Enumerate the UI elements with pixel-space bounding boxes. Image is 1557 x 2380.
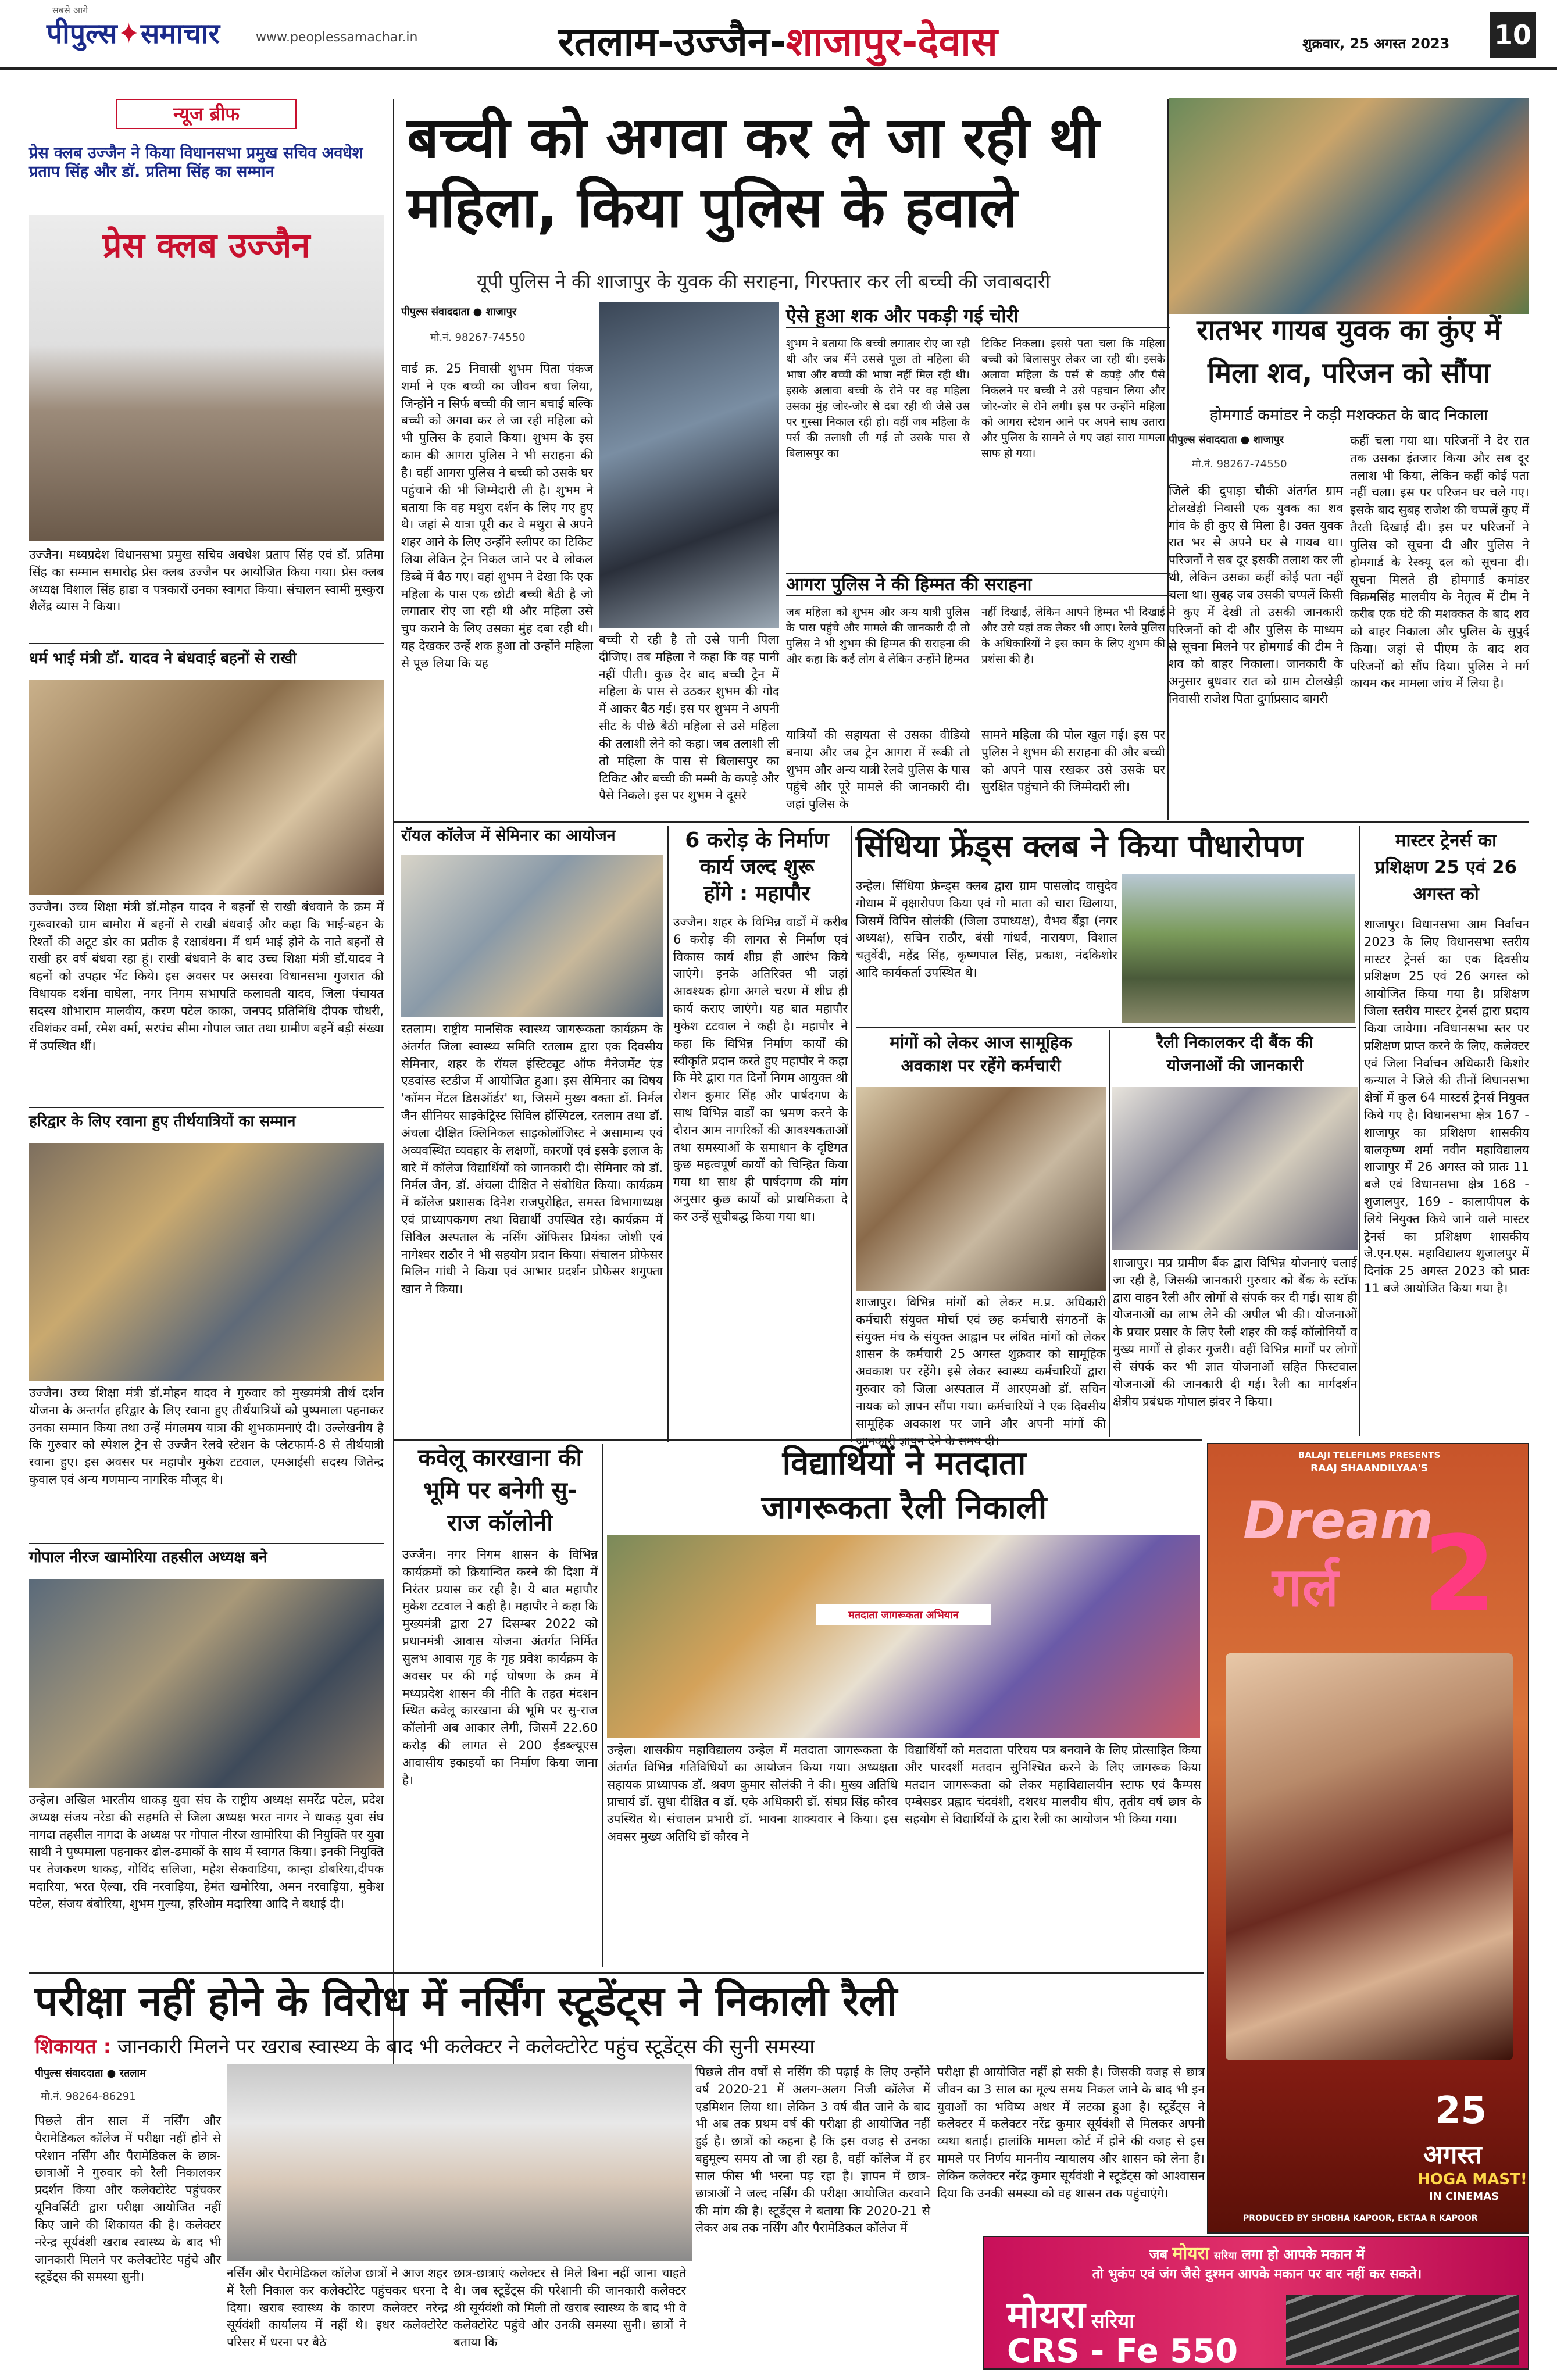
region-title bbox=[558, 13, 998, 67]
bank-rally-body: शाजापुर। मप्र ग्रामीण बैंक द्वारा विभिन्न योजनाएं चलाई जा रही है, जिसकी जानकारी गुरुवार को बैंक के स्टॉफ द्वारा वाहन रैली और लोगों से संपर्क कर दी गई। साथ ही योजनाओं का लाभ लेने की अपील भी की। योजनाओं के प्रचार प्रसार के लिए रैली शहर की कई कॉलोनियों व मुख्य मार्गों से होकर गुजरी। वहीं विभिन्न मार्गों पर लोगों से संपर्क कर भी ज्ञात योजनाओं सहित फिस्टवाल योजनाओं की जानकारी दी गई। रैली का मार्गदर्शन क्षेत्रीय प्रबंधक गोपाल झंवर ने किया। bbox=[1113, 1256, 1357, 1409]
steel-ad-brand bbox=[1007, 2288, 1134, 2339]
right-byline: पीपुल्स संवाददाता ● शाजापुर bbox=[1169, 434, 1284, 446]
student-photo-banner: मतदाता जागरूकता अभियान bbox=[816, 1604, 991, 1625]
maang-body: शाजापुर। विभिन्न मांगों को लेकर म.प्र. अधिकारी कर्मचारी संयुक्त मोर्चा एवं छह कर्मचारी संगठनों के संयुक्त मंच के संयुक्त आह्वान पर लंबित मांगों को लेकर शासन के कर्मचारी 25 अगस्त शुक्रवार को सामूहिक अवकाश पर रहेंगे। इसे लेकर स्वास्थ्य कर्मचारियों द्वारा गुरुवार को जिला अस्पताल में आरएमओ डॉ. सचिन नायक को ज्ञापन सौंपा गया। कर्मचारियों ने एक दिवसीय सामूहिक अवकाश पर जाने और अपनी मांगों की bbox=[856, 1295, 1106, 1431]
steel-ad-line1-d: लगा हो आपके मकान में bbox=[1241, 2246, 1365, 2263]
brief4-photo bbox=[29, 1579, 384, 1788]
film-date-number: 25 bbox=[1435, 2089, 1487, 2132]
kavelu-headline-3: राज कॉलोनी bbox=[447, 1510, 553, 1536]
brief2-headline: धर्म भाई मंत्री डॉ. यादव ने बंधवाई बहनों से राखी bbox=[29, 650, 297, 667]
brief4-body: उन्हेल। अखिल भारतीय धाकड़ युवा संघ के राष्ट्रीय अध्यक्ष समरेंद्र पटेल, प्रदेश अध्यक्ष संजय नरेडा की सहमति से जिला अध्यक्ष भरत नागर ने धाकड़ युवा संघ नागदा तहसील नागदा के अध्यक्ष पर गोपाल नीरज खामोरिया की नियुक्ति पर युवा साथी ने पुष्पमाला पहनाकर ढोल-ढमाकों के साथ में स्वागत किया। इनकी नियुक्ति पर तेजकरण धाकड़, गोविंद सलिजा, महेश सेकवाडिया, कान्हा डोबरिया,दीपक मदारिया, भरत ऐल्या, रवि नरवाड़िया, हेमंत खमोरिया, अमन नरवाड़िया, मुकेश पटेल, संजय बंबोरिया, शुभम गुल्या, हरिओम मदारिया आदि ने बधाई दी। bbox=[29, 1793, 384, 1911]
divider bbox=[29, 1543, 384, 1544]
six-crore-headline-1: 6 करोड़ के निर्माण bbox=[685, 828, 829, 852]
brief1-photo-banner: प्रेस क्लब उज्जैन bbox=[102, 226, 310, 265]
masthead bbox=[0, 0, 1557, 70]
scindia-body: उन्हेल। सिंधिया फ्रेन्ड्स क्लब द्वारा ग्राम पासलोद वासुदेव गोधाम में वृक्षारोपण किया एवं गो माता को चारा खिलाया, जिसमें विपिन सोलंकी (जिला उपाध्यक्ष), वैभव बैंड्रा (नगर अध्यक्ष), सचिन राठौर, बंसी गांधर्व, नारायण, विशाल चतुर्वेदी, महेंद्र सिंह, कृष्णपाल सिंह, प्रकाश, नंदकिशोर आदि कार्यकर्ता उपस्थित थे। bbox=[856, 879, 1117, 980]
issue-date: शुक्रवार, 25 अगस्त 2023 bbox=[1302, 35, 1450, 52]
box1-col2: टिकिट निकला। इससे पता चला कि महिला बच्ची को बिलासपुर लेकर जा रही थी। इसके अलावा महिला के पर्स से कपड़े और पैसे निकलने पर बच्ची ने उसे पहचान लिया और जोर-जोर से रोने लगी। इस पर उन्होंने महिला को आगरा स्टेशन आने पर अपने साथ उतारा और पुलिस के सामने ले गए जहां सारा मामला साफ हो गया। bbox=[981, 337, 1165, 460]
masthead-tagline: सबसे आगे bbox=[52, 5, 88, 16]
master-trainer-headline-1: मास्टर ट्रेनर्स का bbox=[1395, 830, 1497, 851]
student-headline-1: विद्यार्थियों ने मतदाता bbox=[782, 1445, 1026, 1482]
film-house: RAAJ SHAANDILYAA'S bbox=[1310, 1463, 1428, 1474]
film-tagline-2: IN CINEMAS bbox=[1429, 2190, 1499, 2203]
nursing-col1: पिछले तीन साल में नर्सिंग और पैरामेडिकल कॉलेज में परीक्षा नहीं होने से परेशान नर्सिंग और पैरामेडिकल के छात्र-छात्राओं ने गुरुवार को रैली निकालकर प्रदर्शन किया और कलेक्टोरेट पहुंचकर यूनिवर्सिटी द्वारा परीक्षा आयोजित नहीं किए जाने की शिकायत की है। कलेक्टर नरेन्द्र सूर्यवंशी खराब स्वास्थ्य के बाद भी जानकारी मिलने पर कलेक्टोरेट पहुंचे और स्टूडेंट्स की समस्या सुनी। bbox=[35, 2114, 221, 2284]
nursing-subhead-text: जानकारी मिलने पर खराब स्वास्थ्य के बाद भी कलेक्टर ने कलेक्टोरेट पहुंच स्टूडेंट्स की सुनी समस्या bbox=[117, 2035, 815, 2059]
brief2-body: उज्जैन। उच्च शिक्षा मंत्री डॉ.मोहन यादव ने बहनों से राखी बंधवाने के क्रम में गुरूवारको ग्राम बामोरा में बहनों से राखी बंधवाई और कहा कि भाई-बहन के रिश्तों की अटूट डोर का प्रतीक है रक्षाबंधन। मैं धर्म भाई होने के नाते बहनों से राखी हर वर्ष बंधवा रहा हूं। राखी बंधवाने के बाद उच्च शिक्षा मंत्री डॉ.यादव ने बहनों को उपहार भेंट किये। इस अवसर पर असरवा विधानसभा गुजरात की विधायक दर्शना वाघेला, नगर निगम सभापति कलावती यादव, जिला पंचायत सदस्य शोभाराम मालवीय, करण पटेल काका, जनपद प्रतिनिधि दीपक चौधरी, रविशंकर वर्मा, रमेश वर्मा, सरपंच सीमा गोपाल जात तथा ग्रामीण बहनें बड़ी संख्या में उपस्थित थीं। bbox=[29, 900, 384, 1053]
row-divider bbox=[394, 1439, 1202, 1441]
brief1-headline: प्रेस क्लब उज्जैन ने किया विधानसभा प्रमुख सचिव अवधेश प्रताप सिंह और डॉ. प्रतिमा सिंह का सम्मान bbox=[29, 144, 363, 181]
main-headline-line2: महिला, किया पुलिस के हवाले bbox=[407, 175, 1017, 240]
main-col3: यात्रियों की सहायता से उसका वीडियो बनाया और जब ट्रेन आगरा में रूकी तो शुभम और अन्य यात्री रेलवे पुलिस के पास पहुंचे और पूरे मामले की जानकारी दी। जहां पुलिस के bbox=[786, 728, 970, 812]
bank-rally-headline-2: योजनाओं की जानकारी bbox=[1166, 1056, 1304, 1075]
row-divider bbox=[29, 1972, 1204, 1974]
master-trainer-body: शाजापुर। विधानसभा आम निर्वाचन 2023 के लिए विधानसभा स्तरीय मास्टर ट्रेनर्स का एक दिवसीय प्रशिक्षण 25 एवं 26 अगस्त को आयोजित किया गया है। प्रशिक्षण जिला स्तरीय मास्टर ट्रेनर्स द्वारा प्रदाय किया जायेगा। नविधानसभा स्तर पर प्रशिक्षण प्राप्त करने के लिए, कलेक्टर एवं जिला निर्वाचन अधिकारी किशोर कन्याल ने जिले की तीनों विधानसभा क्षेत्रों में कुल 64 मास्टर्स ट्रेनर्स नियुक्त किये गए है। विधानसभा क्षेत्र 167 - शाजापुर का प्रशिक्षण शासकीय बालकृष्ण शर्मा नवीन महाविद्यालय शाजापुर में 26 अगस्त को प्रातः 11 बजे एवं विधानसभा क्षेत्र 168 - शुजालपुर, 169 - कालापीपल के लिये नियुक्त किये जाने वाले मास्टर ट्रेनर्स का प्रशिक्षण शासकीय जे.एन.एस. महाविद्यालय शुजालपुर में दिनांक 25 अगस्त 2023 को प्रातः 11 बजे आयोजित किया गया है। bbox=[1364, 917, 1529, 1296]
main-mobile: मो.नं. 98267-74550 bbox=[430, 331, 526, 344]
bank-rally-photo bbox=[1112, 1087, 1358, 1250]
six-crore-body: उज्जैन। शहर के विभिन्न वार्डों में करीब 6 करोड़ की लागत से निर्माण एवं विकास कार्य शीघ्र ही आरंभ किये जाएंगे। इनके अतिरिक्त भी जहां आवश्यक होगा अगले चरण में शीघ्र ही कार्य कराए जाएंगे। यह बात महापौर मुकेश टटवाल ने कही है। महापौर ने कहा कि विभिन्न निर्माण कार्यों की स्वीकृति प्रदान करते हुए महापौर ने कहा कि मेरे द्वारा गत दिनों निगम आयुक्त श्री रोशन कुमार सिंह और पार्षदगण के साथ विभिन्न वार्डों का भ्रमण करने के दौरान आम नागरिकों की आवश्यकताओं तथा समस्याओं के समाधान के दृष्टिगत कुछ महत्वपूर्ण कार्यों को चिन्हित किया गया था साथ ही पार्षदगण की मांग अनुसार कुछ कार्यों को प्राथमिकता दे कर उन्हें सूचीबद्ध किया गया था। bbox=[673, 915, 848, 1224]
kavelu-body: उज्जैन। नगर निगम शासन के विभिन्न कार्यक्रमों को क्रियान्वित करने की दिशा में निरंतर प्रयास कर रही है। ये बात महापौर मुकेश टटवाल ने कही है। महापौर ने कहा कि मुख्यमंत्री द्वारा 27 दिसम्बर 2022 को प्रधानमंत्री आवास योजना अंतर्गत निर्मित सुलभ आवास गृह के गृह प्रवेश कार्यक्रम के अवसर पर की गई घोषणा के क्रम में मध्यप्रदेश शासन की नीति के तहत मंदशन स्थित कवेलू कारखाना की भूमि पर सु-राज कॉलोनी अब आकार लेगी, जिसमें 22.60 करोड़ की लागत से 200 ईडब्ल्यूएस आवासीय इकाइयों का निर्माण किया जाना है। bbox=[402, 1548, 598, 1787]
main-headline-line1: बच्ची को अगवा कर ले जा रही थी bbox=[407, 105, 1099, 170]
steel-ad-line1 bbox=[984, 2240, 1530, 2264]
nursing-headline: परीक्षा नहीं होने के विरोध में नर्सिंग स्टूडेंट्स ने निकाली रैली bbox=[35, 1977, 898, 2025]
film-title: Dream bbox=[1243, 1491, 1434, 1550]
box1-col1: शुभम ने बताया कि बच्ची लगातार रोए जा रही थी और जब मैंने उससे पूछा तो महिला की भाषा और बच्ची की भाषा नहीं मिल रही थी। इसके अलावा बच्ची के रोने पर वह महिला उसका मुंह जोर-जोर से दबा रही थी जैसे उस पर गुस्सा निकाल रही हो। वहीं जब महिला के पर्स की तलाशी ली गई तो उसके पास से बिलासपुर का bbox=[786, 337, 970, 460]
maang-headline-2: अवकाश पर रहेंगे कर्मचारी bbox=[901, 1056, 1061, 1075]
master-trainer-headline-2: प्रशिक्षण 25 एवं 26 bbox=[1374, 857, 1517, 878]
royal-headline: रॉयल कॉलेज में सेमिनार का आयोजन bbox=[401, 827, 616, 845]
main-byline: पीपुल्स संवाददाता ● शाजापुर bbox=[401, 306, 517, 318]
maang-headline-1: मांगों को लेकर आज सामूहिक bbox=[890, 1032, 1072, 1052]
film-poster-actors bbox=[1226, 1653, 1513, 2060]
kavelu-headline-1: कवेलू कारखाना की bbox=[417, 1445, 583, 1471]
maang-photo bbox=[856, 1087, 1106, 1291]
site-url[interactable]: www.peoplessamachar.in bbox=[256, 30, 418, 45]
brief4-headline: गोपाल नीरज खामोरिया तहसील अध्यक्ष बने bbox=[29, 1549, 267, 1566]
column-divider bbox=[1359, 826, 1360, 1436]
nursing-col3: छात्र-छात्राएं कलेक्टर से मिले बिना नहीं जाना चाहते थे। जब स्टूडेंट्स की परेशानी की जानकारी कलेक्टर श्री सूर्यवंशी को मिली तो खराब स्वास्थ्य के बाद भी वे कलेक्टोरेट पहुंचे और उनकी समस्या सुनी। छात्रों ने बताया कि bbox=[453, 2266, 686, 2350]
logo-star-icon: ✦ bbox=[117, 17, 141, 50]
column-divider bbox=[602, 1444, 603, 1967]
film-title-number: 2 bbox=[1423, 1514, 1497, 1635]
nursing-kicker: शिकायत : bbox=[35, 2035, 112, 2059]
column-divider bbox=[393, 99, 394, 2256]
steel-ad-brand-small: सरिया bbox=[1091, 2310, 1134, 2333]
kavelu-headline-2: भूमि पर बनेगी सु- bbox=[423, 1477, 577, 1504]
main-col4: सामने महिला की पोल खुल गई। इस पर पुलिस ने शुभम की सराहना की और बच्ची को अपने पास रखकर उसे उसके घर सुरक्षित पहुंचाने की जिम्मेदारी ली। bbox=[981, 728, 1165, 794]
nursing-col4: पिछले तीन वर्षों से नर्सिंग की पढ़ाई के लिए उन्होंने वर्ष 2020-21 में अलग-अलग निजी कॉलेज में एडमिशन लिया था। लेकिन 3 वर्ष बीत जाने के बाद भी अब तक प्रथम वर्ष की परीक्षा ही आयोजित नहीं हुई है। छात्रों को कहना है कि इस वजह से उनका बहुमूल्य समय तो जा ही रहा है, वहीं कॉलेज में हर साल फीस भी भरना पड़ रहा है। ज्ञापन में छात्र-छात्राओं ने जल्द नर्सिंग की परीक्षा आयोजित करवाने की मांग की है। स्टूडेंट्स ने बताया कि 2020-21 से लेकर अब तक नर्सिंग और पैरामेडिकल कॉलेज में bbox=[692, 2064, 930, 2378]
royal-photo bbox=[401, 855, 663, 1017]
main-photo bbox=[599, 302, 779, 628]
scindia-photo bbox=[1122, 874, 1355, 1023]
film-presents: BALAJI TELEFILMS PRESENTS bbox=[1298, 1450, 1441, 1460]
student-headline-2: जागरूकता रैली निकाली bbox=[761, 1489, 1047, 1527]
paper-logo-part1: पीपुल्स bbox=[47, 17, 117, 50]
steel-ad-line1-a: जब bbox=[1149, 2246, 1168, 2263]
region-title-red: शाजापुर-देवास bbox=[785, 19, 998, 65]
brief1-photo bbox=[29, 215, 384, 541]
main-col1: वार्ड क्र. 25 निवासी शुभम पिता पंकज शर्मा ने एक बच्ची का जीवन बचा लिया, जिन्होंने न सिर्फ बच्ची की जान बचाई बल्कि बच्ची को अगवा कर ले जा रही महिला को भी पुलिस के हवाले किया। शुभम के इस काम की आगरा पुलिस ने भी सराहना की है। वहीं आगरा पुलिस ने बच्ची को उसके घर पहुंचाने की भी जिम्मेदारी ली है। शुभम ने बताया कि वह मथुरा दर्शन के लिए गए हुए थे। जहां से यात्रा पूरी कर वे मथुरा से अपने शहर आने के लिए उन्होंने स्लीपर का टिकिट लिया लेकिन ट्रेन निकल जाने पर वे लोकल डिब्बे में बैठ गए। वहां शुभम ने देखा कि एक महिला के पास एक छोटी बच्ची बैठी है जो लगातार रोए जा रही थी और महिला उसे चुप कराने के लिए उसका मुंह दबा रही थी। यह देखकर उन्हें शक हुआ तो उन्होंने महिला से पूछ लिया कि यह bbox=[401, 362, 593, 670]
right-subheadline: होमगार्ड कमांडर ने कड़ी मशक्कत के बाद निकाला bbox=[1209, 406, 1488, 424]
right-headline-line2: मिला शव, परिजन को सौंपा bbox=[1208, 357, 1490, 389]
right-mobile: मो.नं. 98267-74550 bbox=[1192, 458, 1287, 470]
steel-ad-line1-brand: मोयरा bbox=[1172, 2243, 1209, 2264]
page-number: 10 bbox=[1490, 12, 1536, 58]
steel-ad-product: CRS - Fe 550 bbox=[1007, 2332, 1238, 2370]
scindia-headline: सिंधिया फ्रेंड्स क्लब ने किया पौधारोपण bbox=[856, 828, 1304, 864]
box2-col1: जब महिला को शुभम और अन्य यात्री पुलिस के पास पहुंचे और मामले की जानकारी दी तो पुलिस ने भी शुभम की हिम्मत की सराहना की और कहा कि कई लोग वे लेकिन उन्होंने हिम्मत bbox=[786, 606, 970, 666]
film-title-hindi: गर्ल bbox=[1272, 1556, 1339, 1618]
divider bbox=[29, 1107, 384, 1108]
steel-ad-line1-small: सरिया bbox=[1214, 2250, 1237, 2262]
news-brief-column bbox=[29, 99, 384, 1645]
brief1-body: उज्जैन। मध्यप्रदेश विधानसभा प्रमुख सचिव अवधेश प्रताप सिंह एवं डॉ. प्रतिमा सिंह का सम्मान समारोह प्रेस क्लब उज्जैन पर आयोजित किया गया। प्रेस क्लब अध्यक्ष विशाल सिंह हाडा व पत्रकारों उनका स्वागत किया। संचालन स्वामी मुस्कुरा शैलेंद्र व्यास ने किया। bbox=[29, 548, 384, 614]
brief3-photo bbox=[29, 1143, 384, 1381]
brief2-photo bbox=[29, 680, 384, 895]
nursing-col5: परीक्षा ही आयोजित नहीं हो सकी है। जिसकी वजह से छात्र जीवन का 3 साल का मूल्य समय निकल जाने के बाद भी इन युवाओं का भविष्य अधर में लटका हुआ है। स्टूडेंट्स ने कलेक्टर में कलेक्टर नरेंद्र कुमार सूर्यवंशी से मिलकर अपनी व्यथा बताई। हालांकि मामला कोर्ट में होने की वजह से इस मामले पर निर्णय माननीय न्यायालय और शासन को लेना है। लेकिन कलेक्टर नरेंद्र कुमार सूर्यवंशी ने स्टूडेंट्स को आश्वासन दिया कि उनकी समस्या को वह शासन तक पहुंचाएंगे। bbox=[937, 2065, 1205, 2200]
paper-logo[interactable] bbox=[47, 14, 220, 55]
box1-headline: ऐसे हुआ शक और पकड़ी गई चोरी bbox=[786, 305, 1170, 328]
film-tagline: HOGA MAST! bbox=[1417, 2171, 1527, 2188]
brief3-body: उज्जैन। उच्च शिक्षा मंत्री डॉ.मोहन यादव ने गुरुवार को मुख्यमंत्री तीर्थ दर्शन योजना के अन्तर्गत हरिद्वार के लिए रवाना हुए तीर्थयात्रियों को पुष्पमाला पहनाकर उनका सम्मान किया तथा उन्हें मंगलमय यात्रा की शुभकामनाएं दी। उल्लेखनीय है कि गुरुवार को स्पेशल ट्रेन से उज्जैन रेलवे स्टेशन के प्लेटफार्म-8 से तीर्थयात्री रवाना हुए। इस अवसर पर महापौर मुकेश टटवाल, एमआईसी सदस्य जितेन्द्र कुवाल एवं अन्य गणमान्य नागरिक मौजूद थे। bbox=[29, 1386, 384, 1487]
row-divider bbox=[394, 821, 1529, 823]
right-headline-line1: रातभर गायब युवक का कुंए में bbox=[1197, 314, 1501, 346]
paper-logo-part2: समाचार bbox=[140, 17, 220, 50]
steel-ad-brand-name: मोयरा bbox=[1007, 2294, 1085, 2337]
column-divider bbox=[667, 826, 669, 1442]
master-trainer-headline-3: अगस्त को bbox=[1413, 884, 1479, 905]
divider bbox=[29, 643, 384, 644]
main-col2: बच्ची रो रही है तो उसे पानी पिला दीजिए। तब महिला ने कहा कि वह पानी नहीं पीती। कुछ देर बाद बच्ची ट्रेन में महिला के पास से उठकर शुभम की गोद में आकर बैठ गई। इस पर शुभम ने अपनी सीट के पीछे बैठी महिला से उसे महिला की तलाशी लेने को कहा। जब तलाशी ली तो महिला के पास से बिलासपुर का टिकिट और बच्ची की मम्मी के कपड़े और पैसे निकले। इस पर शुभम ने दूसरे bbox=[599, 632, 779, 803]
film-ad[interactable] bbox=[1207, 1443, 1529, 2234]
steel-ad-rods bbox=[1286, 2295, 1519, 2365]
main-subheadline: यूपी पुलिस ने की शाजापुर के युवक की सराहना, गिरफ्तार कर ली बच्ची की जवाबदारी bbox=[477, 270, 1051, 292]
news-brief-label: न्यूज ब्रीफ bbox=[116, 99, 297, 129]
nursing-subheadline bbox=[35, 2032, 1204, 2059]
nursing-col2: नर्सिंग और पैरामेडिकल कॉलेज छात्रों ने आज शहर में रैली निकाल कर कलेक्टोरेट पहुंचकर धरना दे दिया। खराब स्वास्थ्य के कारण कलेक्टर नरेन्द्र सूर्यवंशी कार्यालय में नहीं थे। इधर कलेक्टोरेट परिसर में धरना पर बैठे bbox=[227, 2266, 448, 2350]
royal-body: रतलाम। राष्ट्रीय मानसिक स्वास्थ्य जागरूकता कार्यक्रम के अंतर्गत जिला स्वास्थ्य समिति रतलाम द्वारा एक दिवसीय सेमिनार, शहर के रॉयल इंस्टिट्यूट ऑफ मैनेजमेंट एंड एडवांस्ड स्टडीज में आयोजित हुआ। इस सेमिनार का विषय 'कॉमन मेंटल डिसऑर्डर' था, जिसमें मुख्य वक्ता डॉ. निर्मल जैन सीनियर साइकेट्रिस्ट सिविल हॉस्पिटल, रतलाम तथा डॉ. अंचला दीक्षित क्लिनिकल साइकोलॉजिस्ट ने असामान्य एवं अव्यवस्थित व्यवहार के लक्षणों, कारणों एवं इसके इलाज के बारे में कॉलेज विद्यार्थियों को जानकारी दी। सेमिनार को डॉ. निर्मल जैन, डॉ. अंचला दीक्षित ने संबोधित किया। कार्यक्रम में कॉलेज प्रशासक दिनेश राजपुरोहित, समस्त विभागाध्यक्ष एवं प्राध्यापकगण तथा विद्यार्थी उपस्थित रहे। कार्यक्रम में सिविल अस्पताल के नर्सिंग ऑफिसर प्रियंका जोशी एवं नागेश्वर राठौर ने भी सहयोग प्रदान किया। संचालन प्रोफेसर मिलिन गांधी ने किया एवं आभार प्रदर्शन प्रोफेसर शगुफ्ता खान ने किया। bbox=[401, 1022, 663, 1296]
film-date-word: अगस्त bbox=[1423, 2140, 1482, 2170]
steel-ad-line2: तो भुकंप एवं जंग जैसे दुश्मन आपके मकान पर वार नहीं कर सकते। bbox=[1092, 2267, 1422, 2282]
rescue-photo bbox=[1169, 98, 1529, 314]
student-photo bbox=[607, 1535, 1200, 1738]
right-col1: जिले की दुपाड़ा चौकी अंतर्गत ग्राम टोलखेड़ी निवासी एक युवक का शव गांव के ही कुए से मिला है। उक्त युवक रात भर से अपने घर से गायब था। परिजनों ने सब दूर इसकी तलाश कर ली थी, लेकिन उसका कहीं कोई पता नहीं चला था। सुबह जब उसकी चप्पलें किसी ने कुए में देखी तो उसकी जानकारी परिजनों को दी और पुलिस के माध्यम से सूचना मिलने पर होमगार्ड की टीम ने शव को बाहर निकाला। जानकारी के अनुसार बुधवार रात को ग्राम टोलखेड़ी निवासी राजेश पिता दुर्गाप्रसाद बागरी bbox=[1169, 484, 1343, 706]
region-title-black: रतलाम-उज्जैन- bbox=[558, 19, 786, 65]
nursing-byline: पीपुल्स संवाददाता ● रतलाम bbox=[35, 2067, 146, 2079]
student-col1: उन्हेल। शासकीय महाविद्यालय उन्हेल में मतदाता जागरूकता के अंतर्गत विभिन्न गतिविधियों का आयोजन किया गया। अध्यक्षता सहायक प्राध्यापक डॉ. श्रवण कुमार सोलंकी ने की। मुख्य अतिथि प्राचार्य डॉ. सुधा दीक्षित व डॉ. एके अधिकारी डॉ. संघप्र सिंह कौरव उपस्थित थे। संचालन प्रभारी डॉ. भावना शाक्यवार ने किया। इस अवसर मुख्य अतिथि डॉ कौरव ने bbox=[607, 1743, 898, 1844]
right-col2: कहीं चला गया था। परिजनों ने देर रात तक उसका इंतजार किया और सब दूर तलाश भी किया, लेकिन कहीं कोई पता नहीं चला। इस पर परिजन घर चले गए। इसके बाद सुबह राजेश की चप्पलें कुए में तैरती दिखाई दी। इस पर परिजनों ने पुलिस को सूचना दी और पुलिस ने होमगार्ड के रेस्क्यू दल को सूचना दी। सूचना मिलते ही होमगार्ड कमांडर विक्रमसिंह मालवीय के नेतृत्व में टीम ने करीब एक घंटे की मशक्कत के बाद शव को बाहर निकाला और पुलिस के सुपुर्द किया। जहां से पीएम के बाद शव परिजनों को सौंप दिया। पुलिस ने मर्ग कायम कर मामला जांच में लिया है। bbox=[1350, 434, 1529, 691]
column-divider bbox=[1109, 1030, 1110, 1437]
student-col2: विद्यार्थियों को मतदाता परिचय पत्र बनवाने के लिए प्रोत्साहित किया और पारदर्शी मतदान सुनिश्चित करने के लिए जागरूक किया मतदान जागरूकता को लेकर महाविद्यालयीन स्टाफ एवं कैम्पस एम्बेसडर प्रह्लाद चंदवंशी, दशरथ मालवीय धीप, तृतीय वर्ष छात्र के सहयोग से विद्यार्थियों के द्वारा रैली का आयोजन भी किया गया। bbox=[905, 1743, 1201, 1827]
divider bbox=[856, 1027, 1356, 1028]
bank-rally-headline-1: रैली निकालकर दी बैंक की bbox=[1156, 1032, 1313, 1052]
steel-ad[interactable] bbox=[983, 2236, 1529, 2370]
nursing-mobile: मो.नं. 98264-86291 bbox=[41, 2090, 136, 2103]
box2-col2: नहीं दिखाई, लेकिन आपने हिम्मत भी दिखाई और उसे यहां तक लेकर भी आए। रेलवे पुलिस के अधिकारियों ने इस काम के लिए शुभम की प्रशंसा की है। bbox=[981, 606, 1165, 666]
film-producer: PRODUCED BY SHOBHA KAPOOR, EKTAA R KAPOOR bbox=[1243, 2214, 1478, 2223]
box2-headline: आगरा पुलिस ने की हिम्मत की सराहना bbox=[786, 573, 1170, 596]
brief3-headline: हरिद्वार के लिए रवाना हुए तीर्थयात्रियों का सम्मान bbox=[29, 1113, 296, 1130]
column-divider bbox=[851, 826, 852, 1442]
six-crore-headline-2: कार्य जल्द शुरू bbox=[699, 855, 815, 879]
six-crore-headline-3: होंगे : महापौर bbox=[703, 882, 810, 906]
